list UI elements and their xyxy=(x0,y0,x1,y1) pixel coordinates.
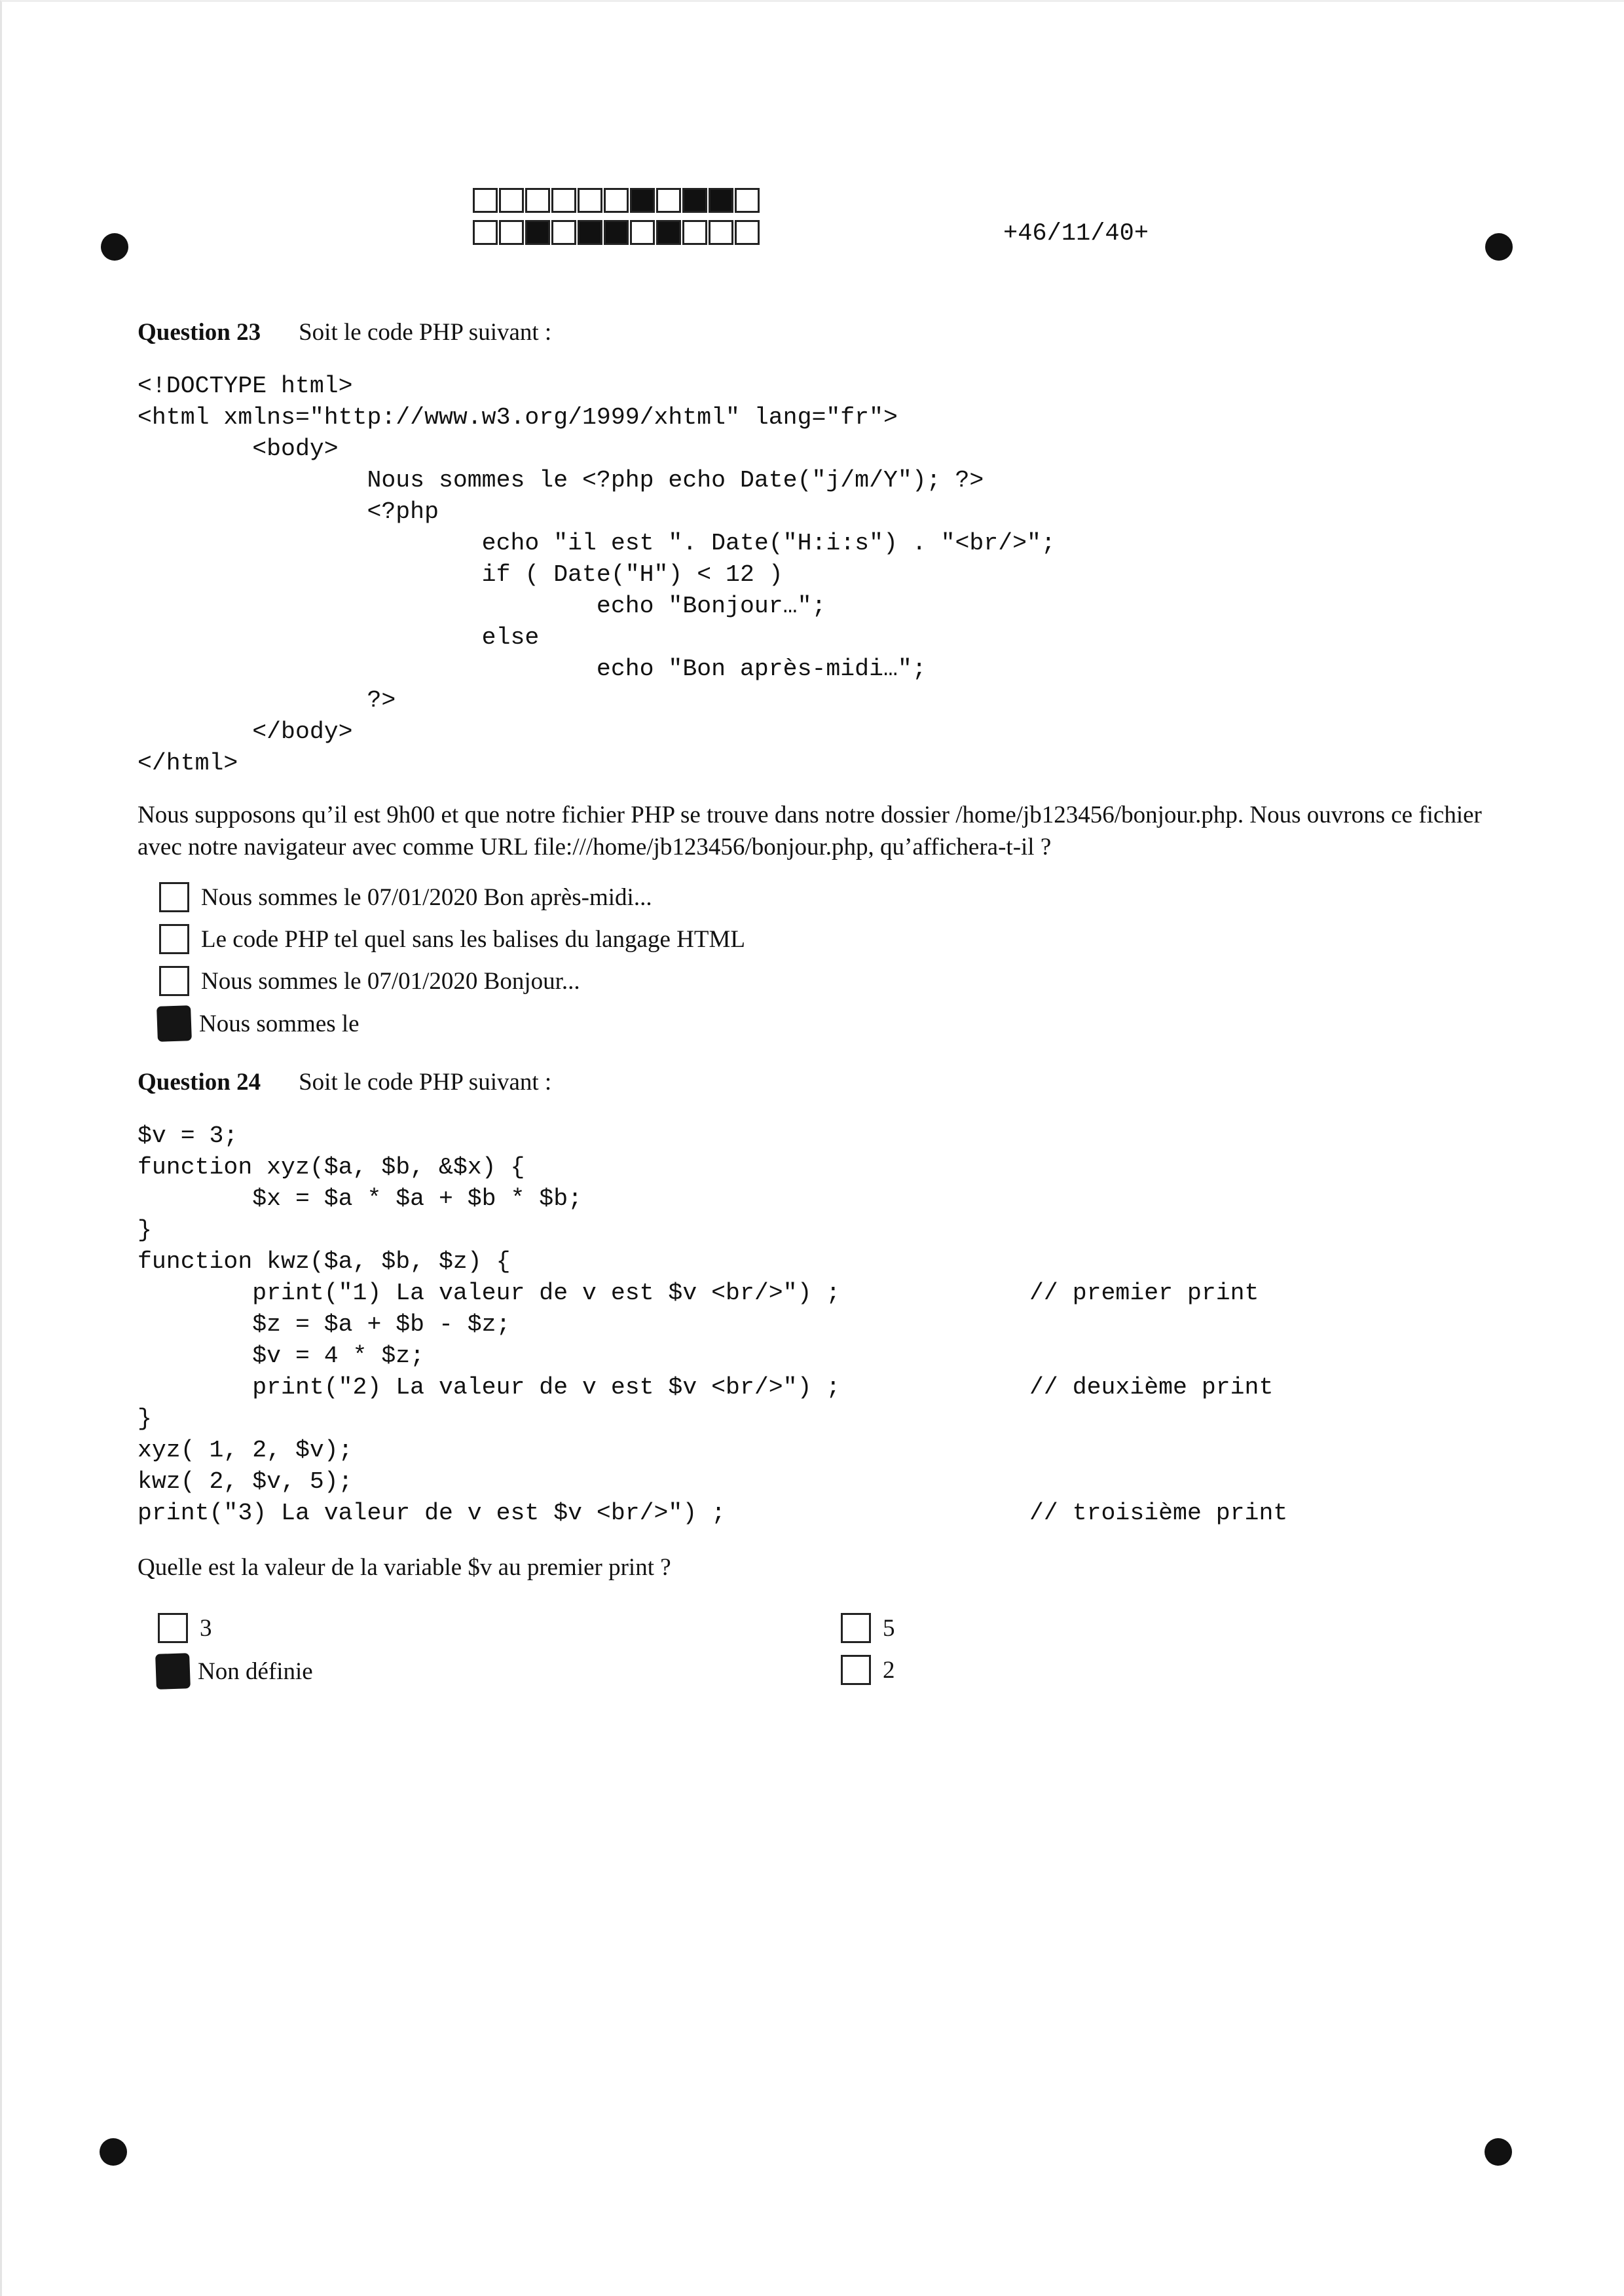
corner-marker-bottom-right xyxy=(1485,2138,1512,2166)
answer-checkbox[interactable] xyxy=(841,1613,871,1643)
question-23-header xyxy=(138,318,551,346)
binary-cell-empty xyxy=(682,220,707,245)
answer-choice[interactable] xyxy=(158,1613,212,1643)
binary-cell-filled xyxy=(604,220,629,245)
question-prompt: Soit le code PHP suivant : xyxy=(299,1069,552,1096)
binary-cell-empty xyxy=(473,188,498,213)
binary-cell-empty xyxy=(630,220,655,245)
code-line: kwz( 2, $v, 5); xyxy=(138,1468,353,1495)
binary-cell-empty xyxy=(735,188,760,213)
binary-cell-filled xyxy=(709,188,733,213)
answer-label: 2 xyxy=(883,1656,895,1684)
answer-checkbox[interactable] xyxy=(159,882,189,912)
code-line: </body> xyxy=(138,718,353,745)
answer-choice[interactable] xyxy=(157,1006,360,1041)
question-23-code xyxy=(138,371,1056,779)
code-line: $x = $a * $a + $b * $b; xyxy=(138,1185,583,1212)
question-24-header xyxy=(138,1068,551,1096)
binary-code-row xyxy=(473,188,761,213)
code-line: </html> xyxy=(138,750,238,777)
code-line: ?> xyxy=(138,687,396,714)
binary-cell-filled xyxy=(656,220,681,245)
question-label: Question 23 xyxy=(138,319,261,346)
code-line: xyz( 1, 2, $v); xyxy=(138,1437,353,1464)
answer-label: Le code PHP tel quel sans les balises du langage HTML xyxy=(201,925,745,953)
code-line: $v = 4 * $z; xyxy=(138,1342,425,1369)
question-24-text: Quelle est la valeur de la variable $v au premier print ? xyxy=(138,1554,671,1581)
answer-checkbox-checked[interactable] xyxy=(155,1653,191,1690)
question-24-code xyxy=(138,1120,840,1529)
binary-cell-filled xyxy=(578,220,602,245)
binary-cell-empty xyxy=(499,220,524,245)
corner-marker-bottom-left xyxy=(100,2138,127,2166)
answer-label: Nous sommes le 07/01/2020 Bon après-midi... xyxy=(201,883,652,911)
code-comment: // troisième print xyxy=(1029,1500,1288,1527)
answer-choice[interactable] xyxy=(159,966,580,996)
answer-label: Nous sommes le 07/01/2020 Bonjour... xyxy=(201,967,580,995)
code-line: <html xmlns="http://www.w3.org/1999/xhtml" lang="fr"> xyxy=(138,404,898,431)
code-line: else xyxy=(138,624,540,651)
binary-cell-filled xyxy=(525,220,550,245)
code-line: print("2) La valeur de v est $v <br/>") ; xyxy=(138,1374,841,1401)
binary-code-marker xyxy=(473,188,761,245)
binary-cell-empty xyxy=(709,220,733,245)
answer-label: Nous sommes le xyxy=(199,1010,360,1037)
binary-cell-empty xyxy=(604,188,629,213)
corner-marker-top-left xyxy=(101,233,128,261)
question-prompt: Soit le code PHP suivant : xyxy=(299,319,552,346)
binary-cell-empty xyxy=(499,188,524,213)
code-line: print("3) La valeur de v est $v <br/>") ; xyxy=(138,1500,726,1527)
code-line: $z = $a + $b - $z; xyxy=(138,1311,511,1338)
page-identifier: +46/11/40+ xyxy=(1003,220,1149,248)
code-line: } xyxy=(138,1217,152,1244)
answer-choice[interactable] xyxy=(156,1654,313,1689)
binary-cell-empty xyxy=(551,188,576,213)
code-line: echo "Bon après-midi…"; xyxy=(138,656,927,682)
binary-cell-empty xyxy=(525,188,550,213)
answer-checkbox[interactable] xyxy=(841,1655,871,1685)
code-line: <!DOCTYPE html> xyxy=(138,373,353,399)
code-line: <?php xyxy=(138,498,439,525)
code-line: function kwz($a, $b, $z) { xyxy=(138,1248,511,1275)
binary-cell-empty xyxy=(578,188,602,213)
answer-choice[interactable] xyxy=(159,924,745,954)
answer-choice[interactable] xyxy=(841,1655,895,1685)
code-line: $v = 3; xyxy=(138,1122,238,1149)
question-label: Question 24 xyxy=(138,1069,261,1096)
binary-cell-empty xyxy=(656,188,681,213)
code-comment: // premier print xyxy=(1029,1280,1259,1306)
corner-marker-top-right xyxy=(1485,233,1513,261)
answer-checkbox[interactable] xyxy=(159,966,189,996)
answer-label: 5 xyxy=(883,1614,895,1642)
code-line: <body> xyxy=(138,435,339,462)
answer-checkbox-checked[interactable] xyxy=(157,1005,192,1042)
code-line: print("1) La valeur de v est $v <br/>") ; xyxy=(138,1280,841,1306)
answer-checkbox[interactable] xyxy=(159,924,189,954)
code-line: Nous sommes le <?php echo Date("j/m/Y"); ?> xyxy=(138,467,984,494)
code-line: if ( Date("H") < 12 ) xyxy=(138,561,783,588)
code-line: function xyz($a, $b, &$x) { xyxy=(138,1154,525,1181)
code-line: echo "il est ". Date("H:i:s") . "<br/>"; xyxy=(138,530,1056,557)
code-comment: // deuxième print xyxy=(1029,1374,1274,1401)
answer-choice[interactable] xyxy=(841,1613,895,1643)
answer-label: 3 xyxy=(200,1614,212,1642)
binary-cell-empty xyxy=(473,220,498,245)
answer-label: Non définie xyxy=(198,1657,313,1685)
binary-cell-filled xyxy=(630,188,655,213)
binary-cell-empty xyxy=(735,220,760,245)
answer-choice[interactable] xyxy=(159,882,652,912)
binary-cell-filled xyxy=(682,188,707,213)
code-line: } xyxy=(138,1405,152,1432)
code-line: echo "Bonjour…"; xyxy=(138,593,826,620)
binary-cell-empty xyxy=(551,220,576,245)
answer-checkbox[interactable] xyxy=(158,1613,188,1643)
binary-code-row xyxy=(473,220,761,245)
question-23-text: Nous supposons qu’il est 9h00 et que notre fichier PHP se trouve dans notre dossier /home/jb123456/bonjour.php. Nous ouvrons ce fichier avec notre navigateur avec comme URL file:///home/jb123456/bonjour.php, qu’affichera-t-il ? xyxy=(138,802,1482,861)
